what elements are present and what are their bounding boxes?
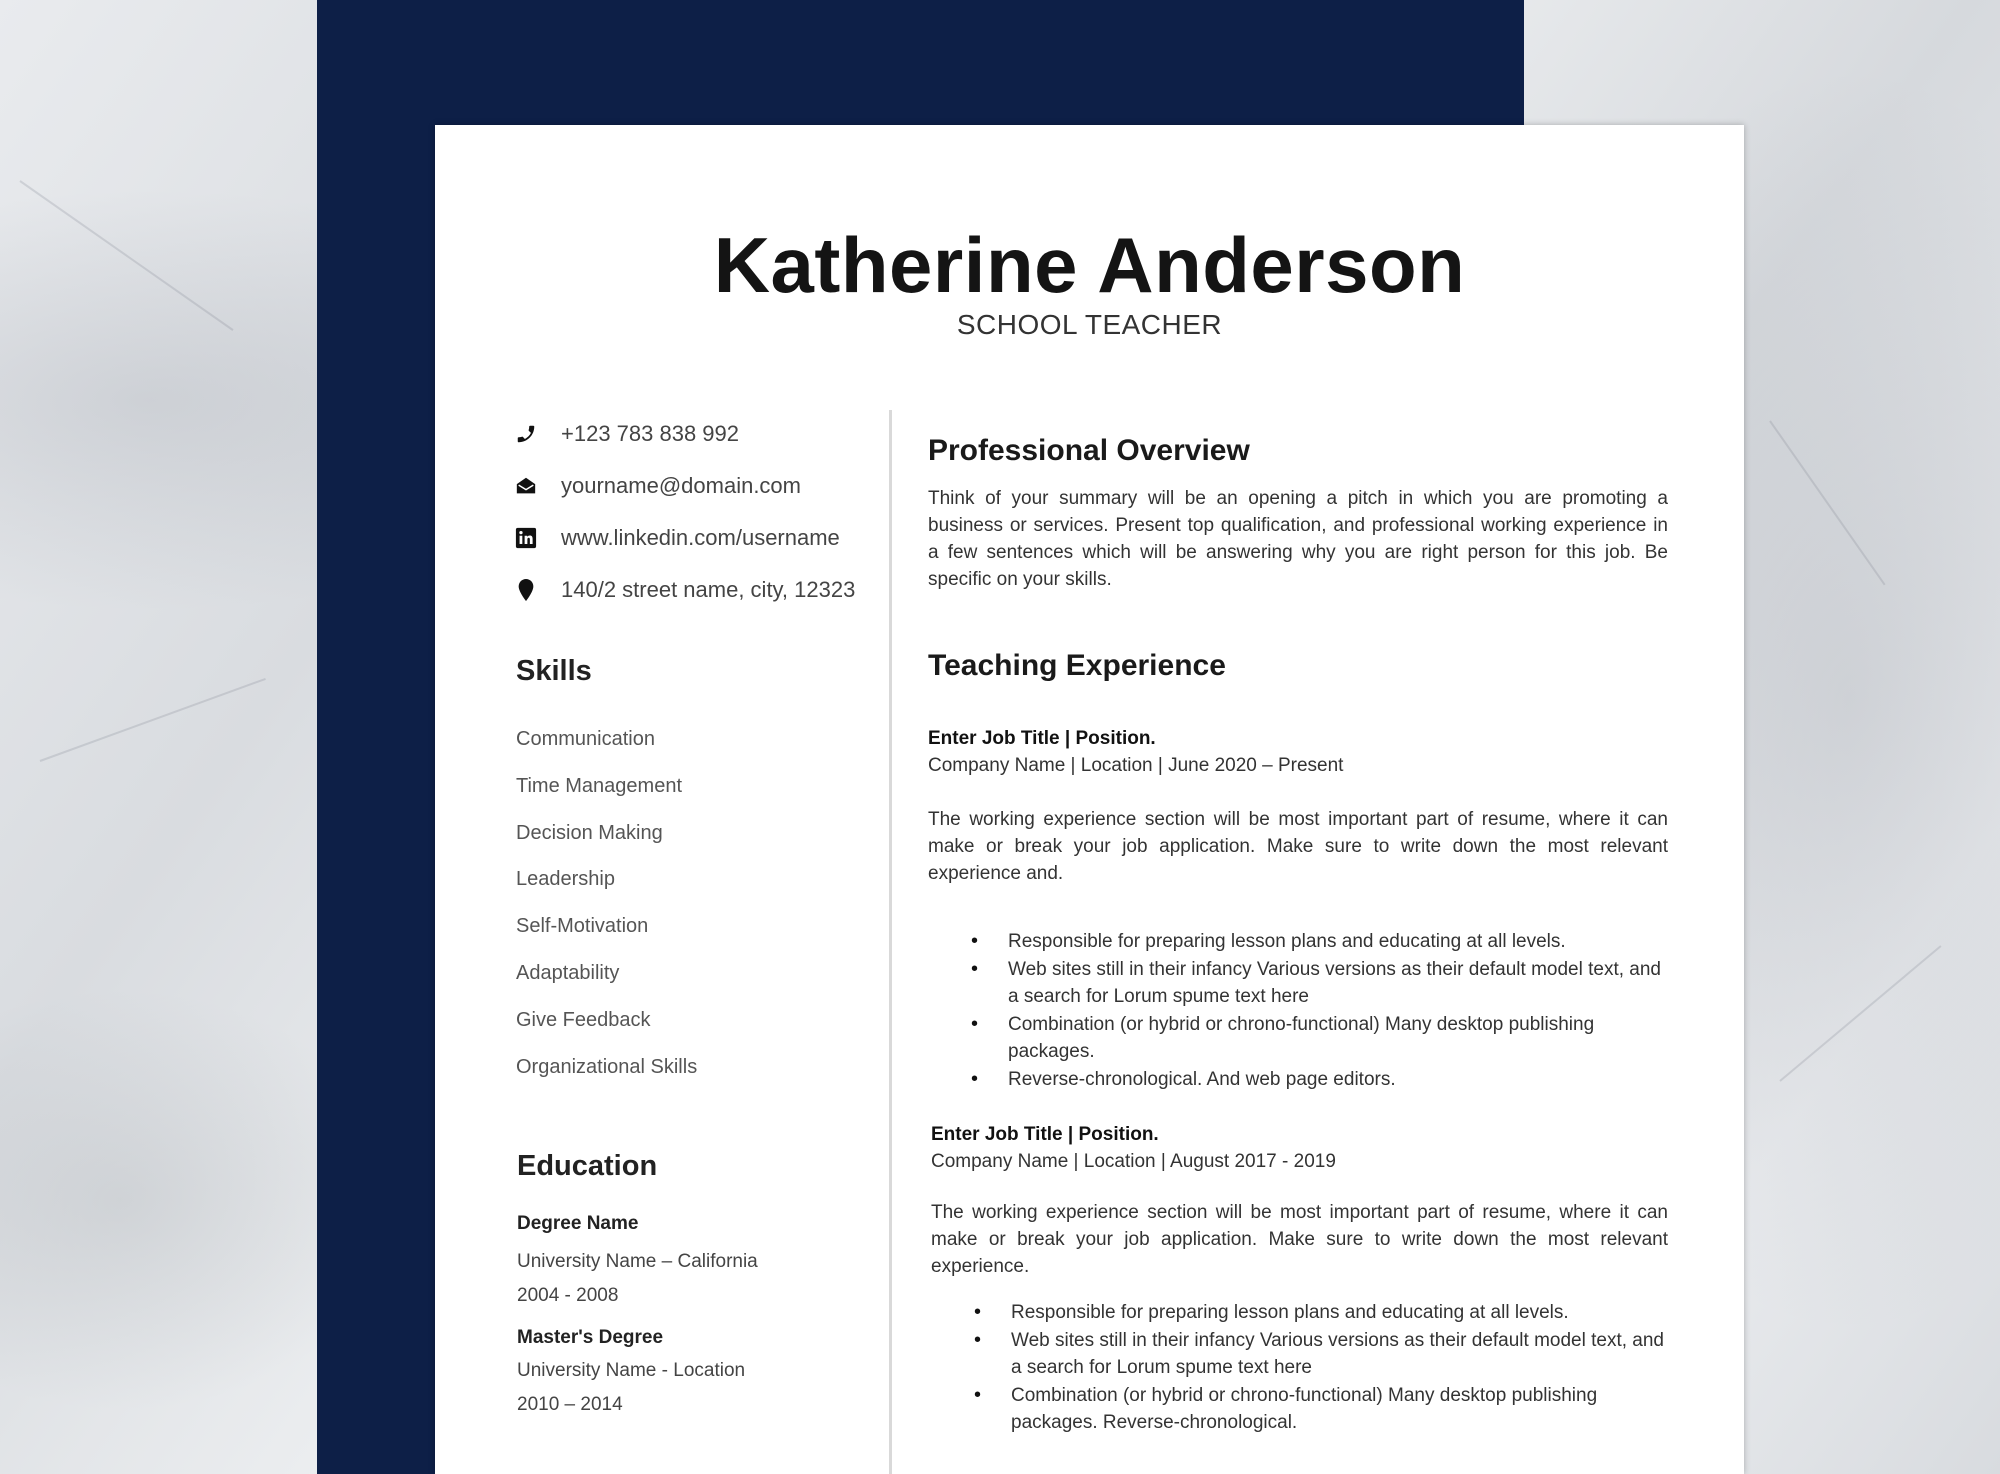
skill-item: Organizational Skills <box>516 1055 698 1078</box>
overview-text: Think of your summary will be an opening a pitch in which you are promoting a business or services. Present top qualification, and professional working experience in a few sentences which will be answering why you are right person for this job. Be specific on your skills. <box>928 488 1668 590</box>
education-heading: Education <box>517 1150 658 1182</box>
job-bullet: • Reverse-chronological. And web page editors. <box>971 1066 1668 1094</box>
contact-email-text: yourname@domain.com <box>561 473 801 498</box>
education-degree: Degree Name <box>517 1213 639 1234</box>
job-title: Enter Job Title | Position. <box>928 728 1156 749</box>
education-degree: Master's Degree <box>517 1327 664 1348</box>
marble-vein <box>40 678 266 762</box>
job-bullet: • Web sites still in their infancy Various versions as their default model text, and a search for Lorum spume text here <box>974 1327 1668 1382</box>
contact-phone <box>515 408 895 460</box>
education-section <box>517 1150 887 1416</box>
skill-item: Give Feedback <box>516 1008 651 1031</box>
skill-item: Leadership <box>516 868 615 891</box>
job-entry <box>928 725 1668 1093</box>
envelope-icon <box>515 475 537 497</box>
job-bullets <box>974 1299 1668 1437</box>
skills-section <box>516 655 886 1090</box>
job-entry <box>931 1121 1668 1437</box>
experience-heading: Teaching Experience <box>928 649 1226 682</box>
skill-item: Communication <box>516 728 655 750</box>
job-bullet: • Combination (or hybrid or chrono-functional) Many desktop publishing packages. <box>971 1011 1668 1066</box>
job-meta: Company Name | Location | August 2017 - 2019 <box>931 1151 1336 1172</box>
job-bullet: • Web sites still in their infancy Various versions as their default model text, and a search for Lorum spume text here <box>971 956 1668 1011</box>
job-title: Enter Job Title | Position. <box>931 1124 1159 1145</box>
phone-icon <box>515 423 537 445</box>
skill-item: Decision Making <box>516 821 663 844</box>
skill-item: Adaptability <box>516 961 620 984</box>
linkedin-icon <box>515 527 537 549</box>
marble-vein <box>1769 420 1885 585</box>
skill-item: Time Management <box>516 774 682 797</box>
skills-heading: Skills <box>516 655 592 687</box>
contact-email <box>515 460 895 512</box>
resume-page <box>435 125 1744 1474</box>
marble-vein <box>1779 945 1941 1082</box>
contact-phone-text: +123 783 838 992 <box>561 421 740 446</box>
job-description: The working experience section will be most important part of resume, where it can make or break your job application. Make sure to write down the most relevant experience and. <box>928 809 1668 884</box>
job-bullet: • Responsible for preparing lesson plans and educating at all levels. <box>974 1299 1668 1327</box>
education-years: 2004 - 2008 <box>517 1285 619 1306</box>
contact-linkedin <box>515 512 895 564</box>
main-column <box>928 408 1668 1437</box>
candidate-name: Katherine Anderson <box>713 221 1466 309</box>
candidate-title: SCHOOL TEACHER <box>956 309 1223 340</box>
contact-address-text: 140/2 street name, city, 12323 <box>561 577 856 602</box>
contact-address <box>515 564 895 616</box>
skill-item: Self-Motivation <box>516 915 649 938</box>
contact-list <box>515 408 895 616</box>
education-years: 2010 – 2014 <box>517 1394 623 1415</box>
education-school: University Name - Location <box>517 1360 746 1381</box>
overview-heading: Professional Overview <box>928 434 1250 467</box>
contact-linkedin-text: www.linkedin.com/username <box>561 525 840 550</box>
job-bullet: • Responsible for preparing lesson plans and educating at all levels. <box>971 928 1668 956</box>
marble-vein <box>19 180 233 331</box>
job-meta: Company Name | Location | June 2020 – Present <box>928 755 1344 776</box>
job-bullets <box>971 928 1668 1093</box>
education-school: University Name – California <box>517 1251 758 1272</box>
job-description: The working experience section will be most important part of resume, where it can make or break your job application. Make sure to write down the most relevant experience. <box>931 1202 1668 1277</box>
location-pin-icon <box>515 579 537 601</box>
job-bullet: • Combination (or hybrid or chrono-functional) Many desktop publishing packages. Reverse-chronological. <box>974 1382 1668 1437</box>
